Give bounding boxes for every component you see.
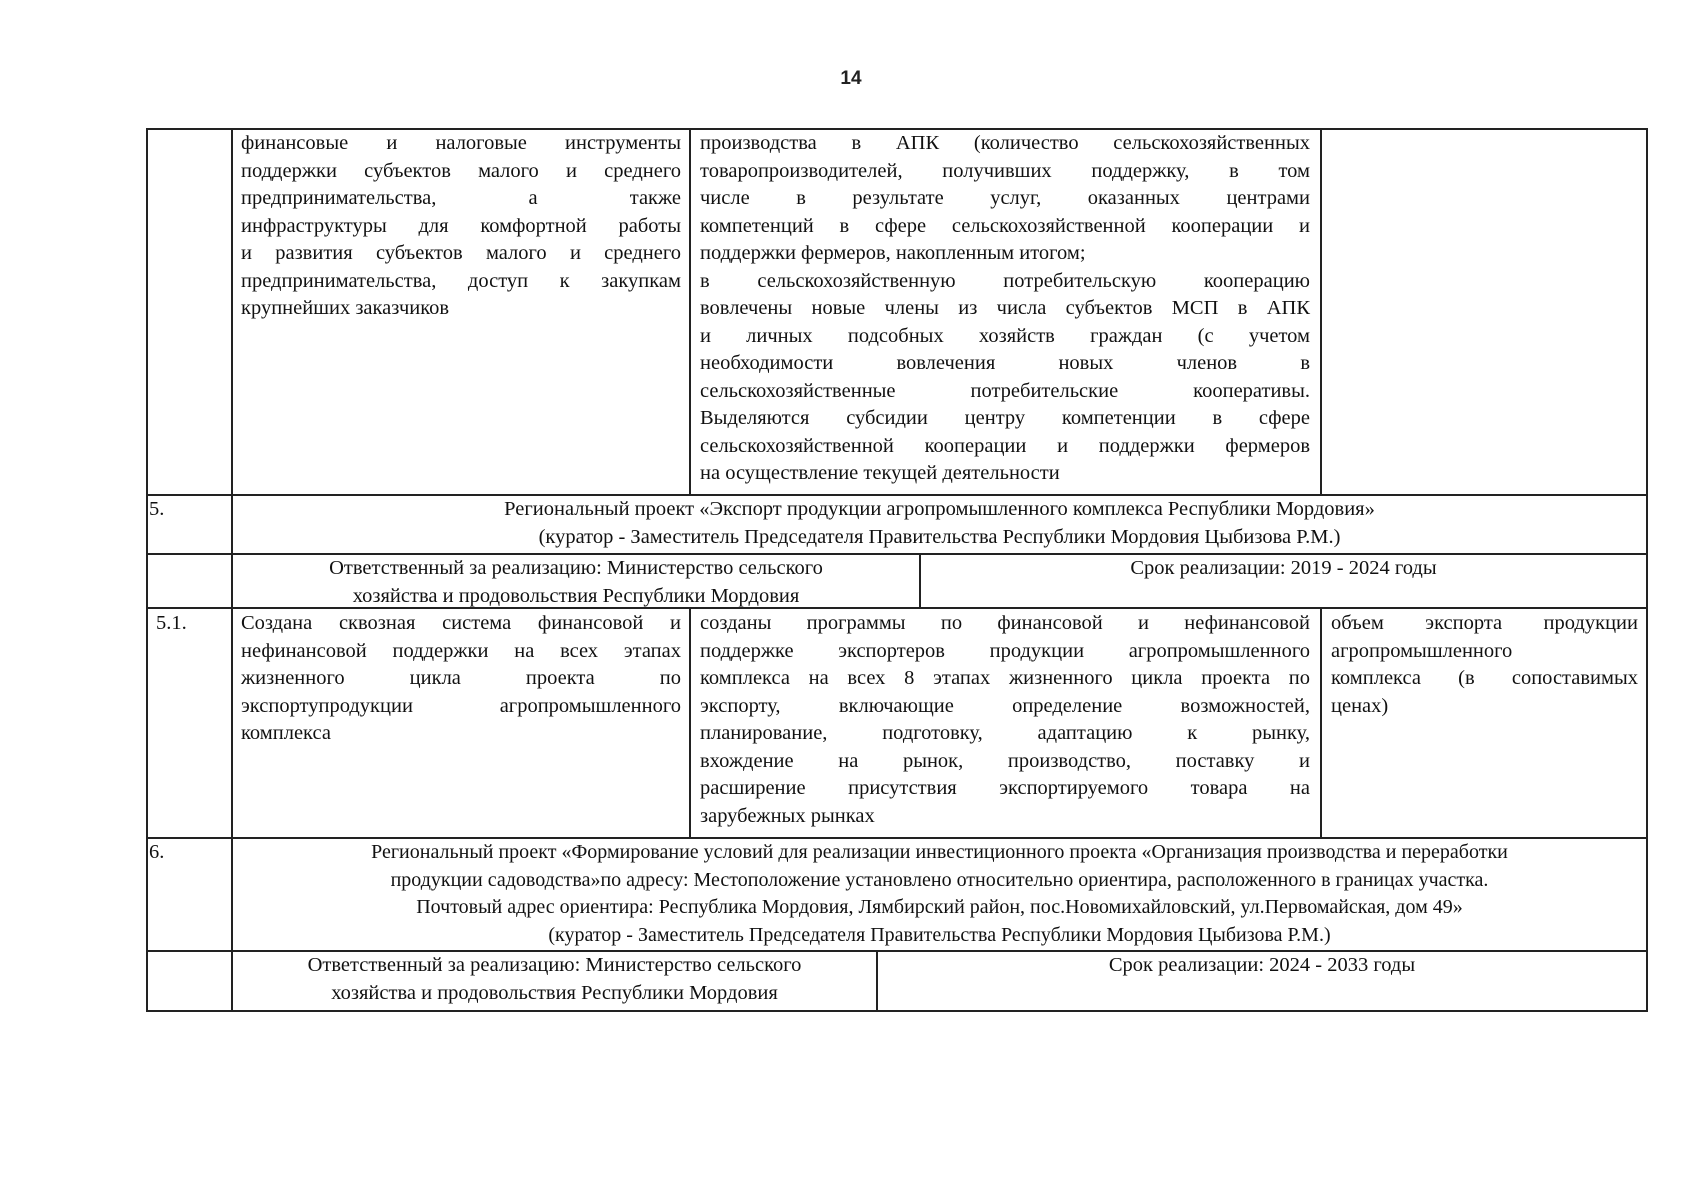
text-line: компетенций в сфере сельскохозяйственной кооперации и (700, 214, 1310, 237)
text-line: необходимости вовлечения новых членов в (700, 352, 1310, 374)
text-line: комплекса (в сопоставимых (1331, 667, 1638, 689)
text-line: Ответственный за реализацию: Министерство сельского (329, 557, 823, 579)
text-line: сельскохозяйственной кооперации и поддержки фермеров (700, 434, 1310, 457)
table-border (689, 607, 691, 837)
text-line: комплекса на всех 8 этапах жизненного цикла проекта по (700, 667, 1310, 689)
text-line: в сельскохозяйственную потребительскую кооперацию (700, 269, 1310, 292)
row51-col4 (1331, 610, 1638, 720)
row-top-col3 (700, 130, 1310, 488)
section-title (233, 496, 1646, 551)
text-line: предпринимательства, а также (241, 187, 681, 209)
text-line: планирование, подготовку, адаптацию к рынку, (700, 722, 1310, 744)
table-border (1320, 128, 1322, 494)
text-line: ценах) (1331, 694, 1389, 717)
text-line: поддержки субъектов малого и среднего (241, 159, 681, 182)
text-line: числе в результате услуг, оказанных центрами (700, 187, 1310, 209)
page-number: 14 (840, 68, 862, 89)
table-border (1646, 128, 1648, 1012)
text-line: на осуществление текущей деятельности (700, 462, 1060, 484)
text-line: Выделяются субсидии центру компетенции в сфере (700, 407, 1310, 429)
text-line: финансовые и налоговые инструменты (241, 132, 681, 154)
title-line: Региональный проект «Экспорт продукции агропромышленного комплекса Республики Мордовия» (504, 498, 1375, 520)
text-line: вовлечены новые члены из числа субъектов МСП в АПК (700, 297, 1310, 319)
text-line: зарубежных рынках (700, 804, 875, 827)
text-line: предпринимательства, доступ к закупкам (241, 269, 681, 292)
table-border (147, 1010, 1647, 1012)
section-title (233, 839, 1646, 949)
text-line: экспорту, включающие определение возможностей, (700, 694, 1310, 717)
title-line: продукции садоводства»по адресу: Местоположение установлено относительно ориентира, расположенного в границах участка. (390, 868, 1489, 891)
title-line: Региональный проект «Формирование условий для реализации инвестиционного проекта «Организация производства и переработки (371, 841, 1508, 863)
text-line: Срок реализации: 2019 - 2024 годы (1130, 557, 1437, 579)
text-line: крупнейших заказчиков (241, 297, 450, 319)
text-line: жизненного цикла проекта по (241, 667, 681, 689)
title-line: Почтовый адрес ориентира: Республика Мордовия, Лямбирский район, пос.Новомихайловский, ул.Первомайская, дом 49» (416, 896, 1463, 918)
row-number: 5.1. (156, 612, 187, 634)
section-number: 5. (149, 498, 165, 520)
responsible-cell (233, 952, 876, 1007)
text-line: производства в АПК (количество сельскохозяйственных (700, 132, 1310, 154)
row51-col3 (700, 610, 1310, 830)
text-line: сельскохозяйственные потребительские кооперативы. (700, 379, 1310, 402)
text-line: агропромышленного (1331, 639, 1513, 662)
text-line: Ответственный за реализацию: Министерство сельского (307, 954, 802, 976)
table-border (146, 128, 148, 1012)
title-line: (куратор - Заместитель Председателя Правительства Республики Мордовия Цыбизова Р.М.) (548, 923, 1331, 946)
text-line: Создана сквозная система финансовой и (241, 612, 681, 634)
table-border (689, 128, 691, 494)
section-number: 6. (149, 841, 165, 863)
text-line: и развития субъектов малого и среднего (241, 242, 681, 264)
text-line: расширение присутствия экспортируемого товара на (700, 777, 1310, 799)
table-border (1320, 607, 1322, 837)
text-line: товаропроизводителей, получивших поддержку, в том (700, 159, 1310, 182)
text-line: экспортупродукции агропромышленного (241, 694, 681, 717)
row51-col2 (241, 610, 681, 748)
title-line: (куратор - Заместитель Председателя Правительства Республики Мордовия Цыбизова Р.М.) (538, 525, 1341, 548)
text-line: хозяйства и продовольствия Республики Мордовия (331, 981, 778, 1004)
text-line: нефинансовой поддержки на всех этапах (241, 639, 681, 662)
text-line: вхождение на рынок, производство, поставку и (700, 749, 1310, 772)
text-line: поддержки фермеров, накопленным итогом; (700, 242, 1086, 264)
text-line: созданы программы по финансовой и нефинансовой (700, 612, 1310, 634)
text-line: поддержке экспортеров продукции агропромышленного (700, 639, 1310, 662)
text-line: объем экспорта продукции (1331, 612, 1638, 634)
term-cell (878, 952, 1646, 980)
text-line: хозяйства и продовольствия Республики Мордовия (352, 584, 800, 607)
term-cell (921, 555, 1646, 583)
text-line: и личных подсобных хозяйств граждан (с учетом (700, 324, 1310, 347)
text-line: комплекса (241, 722, 331, 744)
responsible-cell (233, 555, 919, 610)
row-top-col2 (241, 130, 681, 323)
text-line: инфраструктуры для комфортной работы (241, 214, 681, 237)
text-line: Срок реализации: 2024 - 2033 годы (1108, 954, 1416, 976)
